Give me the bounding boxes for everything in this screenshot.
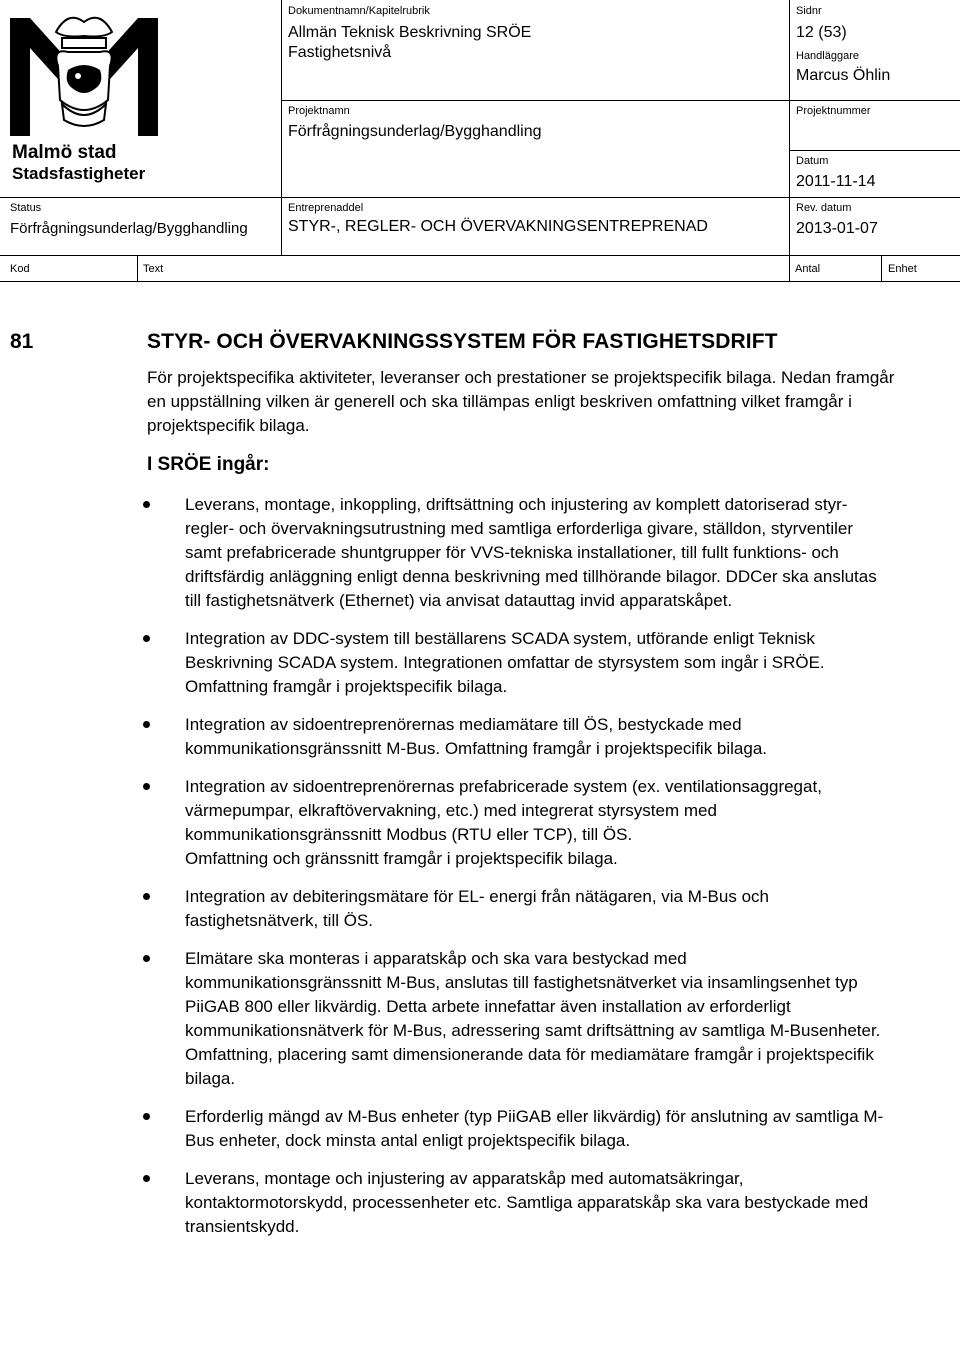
list-item-text: Integration av sidoentreprenörernas prefabricerade system (ex. ventilationsaggregat, värmepumpar, elkraftövervakning, etc.) med integrerat styrsystem med kommunikationsgränssnitt Modbus (RTU eller TCP), till ÖS. [185,777,822,844]
page-number-label: Sidnr [796,5,822,17]
list-item-text: Leverans, montage, inkoppling, driftsättning och injustering av komplett datoriserad styr- regler- och övervakningsutrustning med samtliga erforderliga givare, ställdon, styrventiler samt prefabricerade shuntgrupper för VVS-tekniska installationer, till fullt funktions- och driftsfärdig anläggning enligt denna beskrivning med tillhörande bilagor. DDCer ska anslutas till fastighetsnätverk (Ethernet) via anvisat datauttag invid apparatskåpet. [185,495,877,610]
bullet-list [0,493,960,1239]
status-value: Förfrågningsunderlag/Bygghandling [10,220,248,237]
status-cell [0,197,281,255]
bullet-icon [143,1113,150,1120]
bullet-icon [143,783,150,790]
list-item [0,1167,885,1239]
handler-value: Marcus Öhlin [796,67,891,84]
section-title: STYR- OCH ÖVERVAKNINGSSYSTEM FÖR FASTIGHETSDRIFT [147,330,778,353]
column-antal: Antal [795,263,821,275]
list-item-text: Elmätare ska monteras i apparatskåp och ska vara bestyckad med kommunikationsgränssnitt M-Bus, anslutas till fastighetsnätverket via insamlingsenhet typ PiiGAB 800 eller likvärdig. Detta arbete innefattar även installation av erforderligt kommunikationsnätverk för M-Bus, adressering samt driftsättning av samtliga M-Busenheter. [185,949,881,1040]
list-item-text: Erforderlig mängd av M-Bus enheter (typ PiiGAB eller likvärdig) för anslutning av samtliga M-Bus enheter, dock minsta antal enligt projektspecifik bilaga. [185,1107,884,1150]
logo-name-line1: Malmö stad [12,142,117,163]
list-item-text: Integration av sidoentreprenörernas mediamätare till ÖS, bestyckade med kommunikationsgränssnitt M-Bus. Omfattning framgår i projektspecifik bilaga. [185,715,768,758]
contract-label: Entreprenaddel [288,202,364,214]
intro-text: För projektspecifika aktiviteter, leveranser och prestationer se projektspecifik bilaga. Nedan framgår en uppställning vilken är generell och ska tillämpas enligt beskriven omfattning vilket framgår i projektspecifik bilaga. [147,368,895,435]
list-item [0,885,885,933]
column-text: Text [143,263,164,275]
list-item-text: Omfattning och gränssnitt framgår i projektspecifik bilaga. [185,849,618,868]
list-item [0,713,885,761]
list-item [0,947,885,1091]
rev-date-value: 2013-01-07 [796,220,878,237]
bullet-icon [143,635,150,642]
rev-date-label: Rev. datum [796,202,852,214]
list-item [0,1105,885,1153]
page-cell [789,0,960,100]
project-number-label: Projektnummer [796,105,871,117]
contract-cell [281,197,789,255]
section-subheading: I SRÖE ingår: [147,454,270,475]
doc-name-value-1: Allmän Teknisk Beskrivning SRÖE [288,24,532,41]
status-label: Status [10,202,42,214]
bullet-icon [143,721,150,728]
list-item-text: Integration av DDC-system till beställarens SCADA system, utförande enligt Teknisk Beskrivning SCADA system. Integrationen omfattar de styrsystem som ingår i SRÖE. Omfattning framgår i projektspecifik bilaga. [185,629,825,696]
bullet-icon [143,893,150,900]
date-value: 2011-11-14 [796,173,876,190]
section-intro [147,366,907,438]
list-item-text: Leverans, montage och injustering av apparatskåp med automatsäkringar, kontaktormotorskydd, processenheter etc. Samtliga apparatskåp ska vara bestyckade med transientskydd. [185,1169,869,1236]
list-item [0,627,885,699]
list-item-text: Omfattning, placering samt dimensionerande data för mediamätare framgår i projektspecifik bilaga. [185,1045,874,1088]
project-name-value: Förfrågningsunderlag/Bygghandling [288,123,542,140]
bullet-icon [143,1175,150,1182]
list-item-text: Integration av debiteringsmätare för EL- energi från nätägaren, via M-Bus och fastighetsnätverk, till ÖS. [185,887,769,930]
date-label: Datum [796,155,829,167]
project-name-label: Projektnamn [288,105,350,117]
project-name-cell [281,100,789,197]
doc-name-cell [281,0,789,100]
project-number-cell [789,100,960,150]
doc-name-value-2: Fastighetsnivå [288,44,392,61]
list-item [0,775,885,871]
doc-name-label: Dokumentnamn/Kapitelrubrik [288,5,430,17]
handler-label: Handläggare [796,50,859,62]
column-kod: Kod [10,263,30,275]
list-item [0,493,885,613]
malmo-stad-logo [8,8,160,188]
section-number: 81 [10,330,34,353]
date-cell [789,150,960,197]
bullet-icon [143,501,150,508]
page-number-value: 12 (53) [796,24,847,41]
column-enhet: Enhet [888,263,917,275]
bullet-icon [143,955,150,962]
logo-name-line2: Stadsfastigheter [12,164,146,183]
contract-value: STYR-, REGLER- OCH ÖVERVAKNINGSENTREPRENAD [288,218,708,235]
rev-date-cell [789,197,960,255]
